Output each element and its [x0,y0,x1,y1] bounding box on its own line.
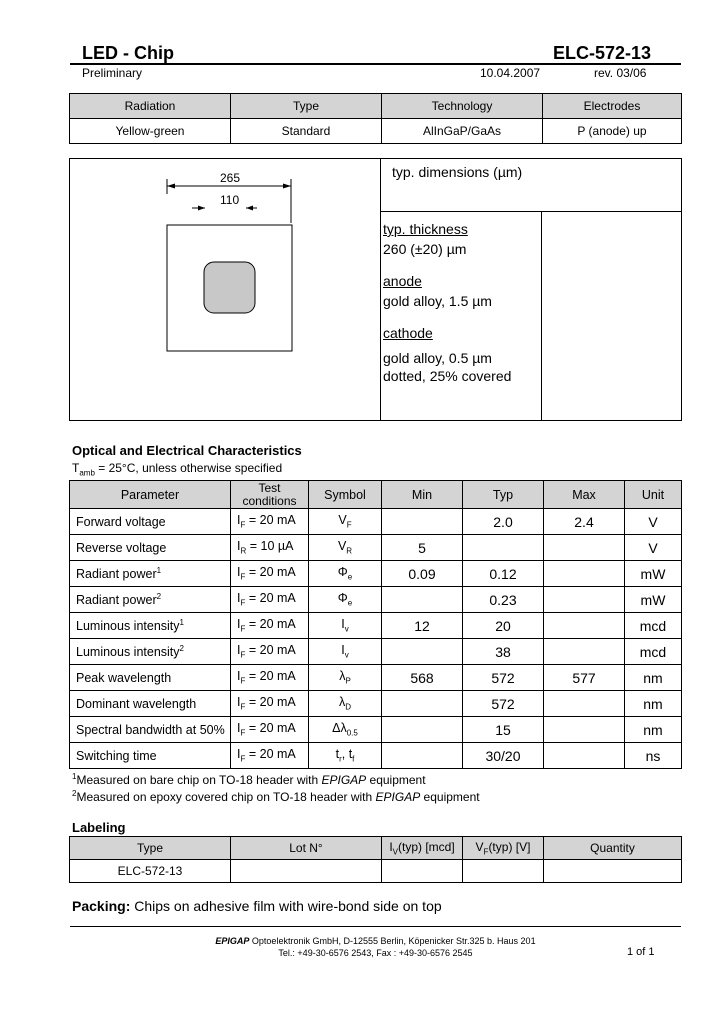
min-cell: 0.09 [382,561,463,587]
table-row [70,587,682,613]
min-cell [382,587,463,613]
summary-value: Yellow-green [70,119,231,144]
min-cell [382,717,463,743]
min-cell [382,743,463,769]
unit-cell: ns [625,743,682,769]
typ-cell: 2.0 [463,509,544,535]
unit-cell: V [625,535,682,561]
optical-condition: $T_{amb} = 25^\circ C$, unless otherwise specified [72,461,283,478]
param-cell: Reverse voltage [70,535,231,561]
cathode-title: cathode [383,325,433,341]
summary-value: AlInGaP/GaAs [382,119,543,144]
doc-title: LED - Chip [82,43,174,63]
param-cell: Forward voltage [70,509,231,535]
param-cell: Dominant wavelength [70,691,231,717]
typ-cell: 0.12 [463,561,544,587]
max-cell [544,717,625,743]
summary-value: P (anode) up [543,119,682,144]
typ-cell: 20 [463,613,544,639]
max-cell [544,561,625,587]
anode-value: gold alloy, 1.5 µm [383,293,492,309]
part-number: ELC-572-13 [552,43,651,63]
col-parameter: Parameter [70,481,231,509]
symbol-cell: $\Delta\lambda_{0.5}$ [309,717,382,743]
doc-date: 10.04.2007 [480,66,541,80]
min-cell [382,639,463,665]
summary-value: Standard [231,119,382,144]
table-row [70,691,682,717]
footnote-2: $^2$Measured on epoxy covered chip on TO-18 header with EPIGAP equipment [72,789,480,804]
optical-title: Optical and Electrical Characteristics [72,443,302,458]
symbol-cell: $t_r$, $t_f$ [309,743,382,769]
table-row [70,561,682,587]
thickness-value: 260 (±20) µm [383,241,467,257]
condition-cell: $I_F = 20$ mA [231,587,309,613]
summary-table [69,93,682,144]
dim-265-label: 265 [220,171,241,185]
label-col-iv: $I_V(typ)$ [mcd] [382,837,463,860]
table-row [70,535,682,561]
table-row [70,717,682,743]
min-cell [382,509,463,535]
label-type-value: ELC-572-13 [70,860,231,883]
max-cell [544,587,625,613]
min-cell: 5 [382,535,463,561]
max-cell [544,535,625,561]
condition-cell: $I_F = 20$ mA [231,665,309,691]
dim-110-label: 110 [220,193,240,207]
condition-cell: $I_F = 20$ mA [231,639,309,665]
unit-cell: mcd [625,639,682,665]
anode-title: anode [383,273,422,289]
labeling-table [69,836,682,883]
unit-cell: mW [625,587,682,613]
unit-cell: mW [625,561,682,587]
min-cell [382,691,463,717]
unit-cell: V [625,509,682,535]
col-min: Min [382,481,463,509]
max-cell [544,639,625,665]
max-cell [544,743,625,769]
condition-cell: $I_F = 20$ mA [231,691,309,717]
typ-cell: 0.23 [463,587,544,613]
doc-revision: rev. 03/06 [594,66,647,80]
thickness-title: typ. thickness [383,221,468,237]
table-row [70,509,682,535]
symbol-cell: $I_v$ [309,639,382,665]
typ-cell: 572 [463,691,544,717]
param-cell: Radiant power$^2$ [70,587,231,613]
cathode-value-1: gold alloy, 0.5 µm [383,350,492,366]
label-col-vf: $V_F(typ)$ [V] [463,837,544,860]
typ-cell: 30/20 [463,743,544,769]
max-cell [544,691,625,717]
dimensions-title: typ. dimensions (µm) [392,164,523,180]
symbol-cell: $V_R$ [309,535,382,561]
condition-cell: $I_F = 20$ mA [231,743,309,769]
summary-header: Electrodes [543,94,682,119]
labeling-title: Labeling [72,820,126,835]
col-max: Max [544,481,625,509]
col-symbol: Symbol [309,481,382,509]
packing-line: Packing: Chips on adhesive film with wire-bond side on top [72,898,442,914]
table-row [70,665,682,691]
page-number: 1 of 1 [627,946,655,958]
min-cell: 568 [382,665,463,691]
unit-cell: nm [625,717,682,743]
param-cell: Peak wavelength [70,665,231,691]
characteristics-table [69,480,682,769]
cathode-value-2: dotted, 25% covered [383,368,512,384]
footer-rule [70,926,681,927]
symbol-cell: $I_v$ [309,613,382,639]
condition-cell: $I_R = 10$ µA [231,535,309,561]
symbol-cell: $\lambda_D$ [309,691,382,717]
summary-header: Radiation [70,94,231,119]
footnote-1: $^1$Measured on bare chip on TO-18 header with EPIGAP equipment [72,772,426,787]
table-row [70,639,682,665]
label-col-qty: Quantity [544,837,682,860]
unit-cell: nm [625,691,682,717]
label-vf-value [463,860,544,883]
typ-cell: 38 [463,639,544,665]
symbol-cell: $\Phi_e$ [309,561,382,587]
min-cell: 12 [382,613,463,639]
param-cell: Spectral bandwidth at 50% [70,717,231,743]
typ-cell: 15 [463,717,544,743]
param-cell: Radiant power$^1$ [70,561,231,587]
label-iv-value [382,860,463,883]
col-unit: Unit [625,481,682,509]
unit-cell: mcd [625,613,682,639]
header-rule [70,63,681,65]
symbol-cell: $\Phi_e$ [309,587,382,613]
doc-status: Preliminary [82,66,143,80]
condition-cell: $I_F = 20$ mA [231,613,309,639]
max-cell: 577 [544,665,625,691]
col-test-conditions: Test conditions [231,481,309,509]
table-row [70,613,682,639]
label-qty-value [544,860,682,883]
max-cell: 2.4 [544,509,625,535]
unit-cell: nm [625,665,682,691]
condition-cell: $I_F = 20$ mA [231,509,309,535]
param-cell: Switching time [70,743,231,769]
typ-cell [463,535,544,561]
param-cell: Luminous intensity$^1$ [70,613,231,639]
summary-header: Technology [382,94,543,119]
condition-cell: $I_F = 20$ mA [231,561,309,587]
label-lot-value [231,860,382,883]
footer-contact: Tel.: +49-30-6576 2543, Fax : +49-30-6576 2545 [278,948,473,958]
summary-header: Type [231,94,382,119]
symbol-cell: $\lambda_P$ [309,665,382,691]
label-col-type: Type [70,837,231,860]
typ-cell: 572 [463,665,544,691]
dimensions-box [69,158,682,421]
table-row [70,743,682,769]
condition-cell: $I_F = 20$ mA [231,717,309,743]
col-typ: Typ [463,481,544,509]
footer-address: EPIGAP Optoelektronik GmbH, D-12555 Berlin, Köpenicker Str.325 b. Haus 201 [215,936,536,946]
max-cell [544,613,625,639]
label-col-lot: Lot N° [231,837,382,860]
param-cell: Luminous intensity$^2$ [70,639,231,665]
symbol-cell: $V_F$ [309,509,382,535]
